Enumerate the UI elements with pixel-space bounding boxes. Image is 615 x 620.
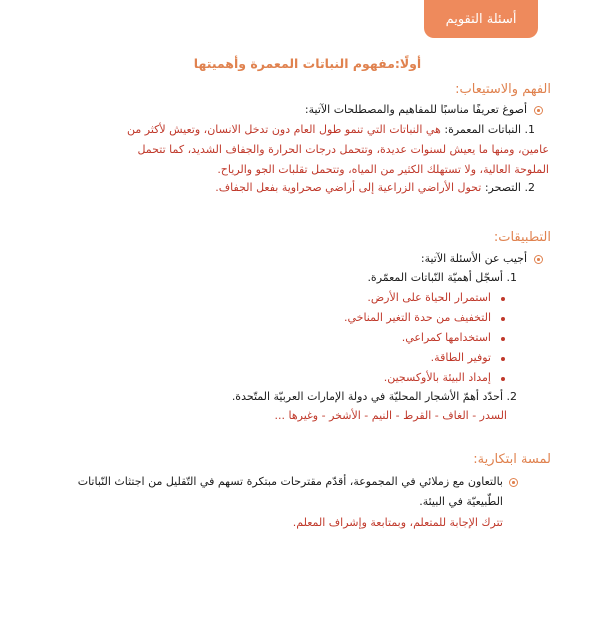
creative-answer: تترك الإجابة للمتعلم، وبمتابعة وإشراف المعلم.: [292, 516, 503, 529]
definition-term: التصحر:: [484, 181, 521, 194]
definition-text-line: الملوحة العالية، ولا تستهلك الكثير من المياه، وتتحمل تقلبات الجو والرياح.: [217, 163, 549, 176]
creative-heading: لمسة ابتكارية:: [473, 452, 551, 467]
list-bullet: [501, 377, 505, 381]
answer-item: إمداد البيئة بالأوكسجين.: [383, 371, 491, 384]
definition-text-line: عامين، ومنها ما يعيش لسنوات عديدة، وتتحمل درجات الحرارة والجفاف الشديد، كما تتحمل: [137, 143, 549, 156]
applications-prompt: أجيب عن الأسئلة الآتية:: [420, 252, 527, 265]
definition-number: 2.: [524, 181, 535, 194]
bullet-icon: [509, 478, 518, 487]
question-2-answer: السدر - الغاف - القرط - النيم - الأشخر - وغيرها ...: [274, 409, 507, 422]
list-bullet: [501, 297, 505, 301]
answer-item: استمرار الحياة على الأرض.: [367, 291, 491, 304]
creative-prompt-line: بالتعاون مع زملائي في المجموعة، أقدّم مقترحات مبتكرة تسهم في التّقليل من اجتثاث النّباتات: [77, 475, 503, 488]
understanding-heading: الفهم والاستيعاب:: [455, 82, 551, 97]
page-title: أولًا:مفهوم النباتات المعمرة وأهميتها: [193, 56, 422, 71]
creative-prompt-line: الطّبيعيّة في البيئة.: [419, 495, 503, 508]
understanding-prompt: أصوغ تعريفًا مناسبًا للمفاهيم والمصطلحات الآتية:: [304, 103, 527, 116]
definition-text: تحول الأراضي الزراعية إلى أراضي صحراوية بفعل الجفاف.: [215, 181, 482, 194]
answer-item: استخدامها كمراعي.: [401, 331, 491, 344]
list-bullet: [501, 357, 505, 361]
definition-item: [215, 178, 535, 198]
question-1: 1. أسجّل أهميّة النّباتات المعمّرة.: [367, 271, 517, 284]
definition-text: هي النباتات التي تنمو طول العام دون تدخل الانسان، وتعيش لأكثر من: [127, 123, 441, 136]
bullet-icon: [534, 255, 543, 264]
answer-item: توفير الطاقة.: [430, 351, 491, 364]
list-bullet: [501, 317, 505, 321]
definition-term: النباتات المعمرة:: [444, 123, 521, 136]
applications-heading: التطبيقات:: [493, 230, 551, 245]
definition-item: [65, 120, 535, 140]
section-tab: أسئلة التقويم: [424, 0, 538, 38]
list-bullet: [501, 337, 505, 341]
definition-number: 1.: [524, 123, 535, 136]
question-2: 2. أحدّد أهمّ الأشجار المحليّة في دولة الإمارات العربيّة المتّحدة.: [231, 390, 517, 403]
answer-item: التخفيف من حدة التغير المناخي.: [343, 311, 491, 324]
bullet-icon: [534, 106, 543, 115]
